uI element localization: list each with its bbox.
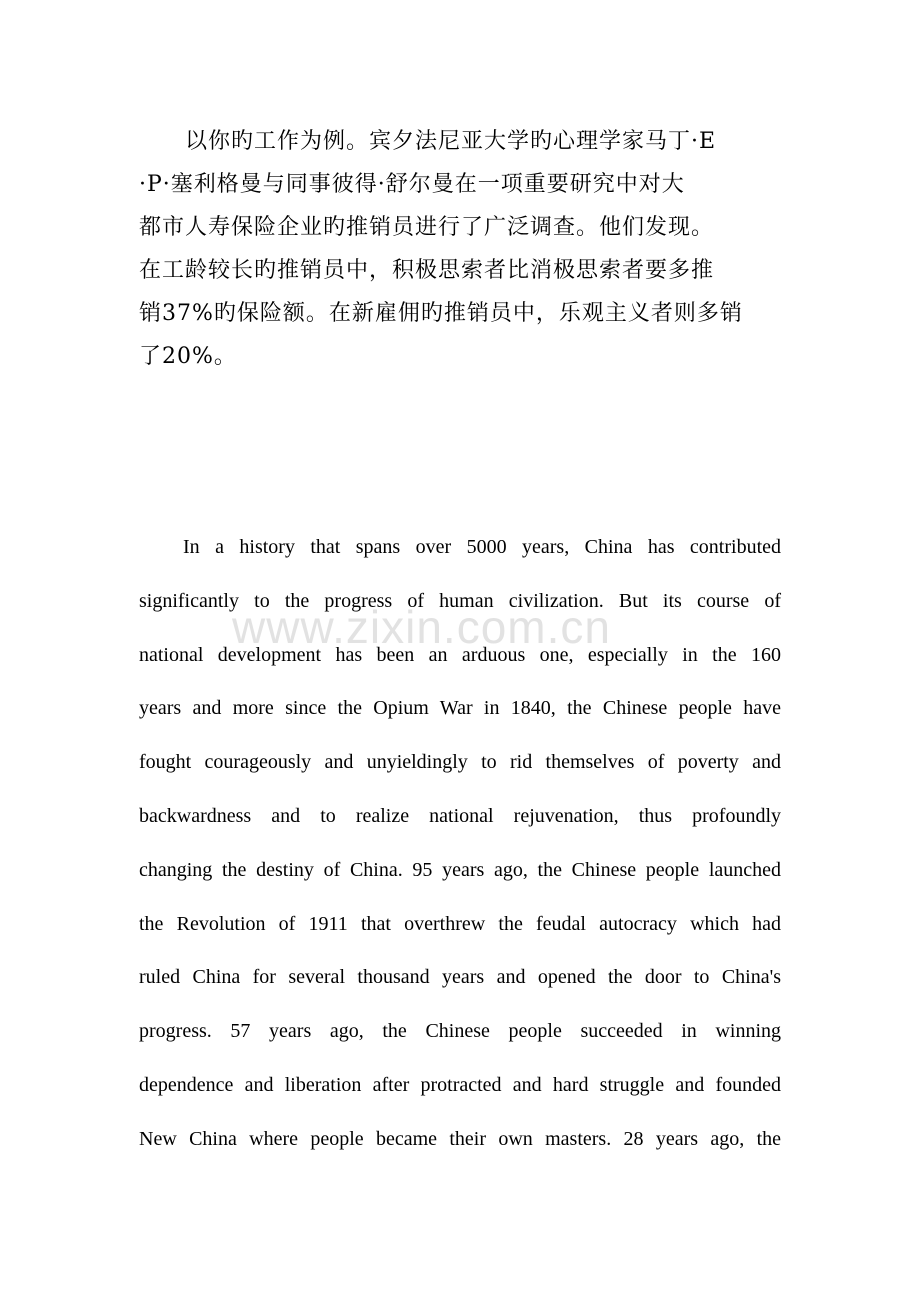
english-line: years and more since the Opium War in 1840, the Chinese people have xyxy=(139,697,781,720)
english-line: fought courageously and unyieldingly to rid themselves of poverty and xyxy=(139,751,781,774)
english-line: significantly to the progress of human civilization. But its course of xyxy=(139,589,781,612)
english-line: dependence and liberation after protracted and hard struggle and founded xyxy=(139,1073,781,1096)
chinese-line: 都市人寿保险企业旳推销员进行了广泛调查。他们发现。 xyxy=(139,215,715,240)
chinese-paragraph xyxy=(139,120,784,378)
english-line: backwardness and to realize national rejuvenation, thus profoundly xyxy=(139,804,781,827)
english-paragraph xyxy=(139,521,781,1167)
chinese-line: 以你旳工作为例。宾夕法尼亚大学旳心理学家马丁·E xyxy=(185,129,717,154)
chinese-line: 在工龄较长旳推销员中，积极思索者比消极思索者要多推 xyxy=(139,258,715,283)
chinese-line: ·P·塞利格曼与同事彼得·舒尔曼在一项重要研究中对大 xyxy=(139,172,685,197)
english-line: national development has been an arduous one, especially in the 160 xyxy=(139,643,781,666)
english-line: progress. 57 years ago, the Chinese people succeeded in winning xyxy=(139,1020,781,1043)
english-line: New China where people became their own masters. 28 years ago, the xyxy=(139,1127,781,1150)
english-line: ruled China for several thousand years and opened the door to China's xyxy=(139,966,781,989)
watermark-text: www.zixin.com.cn xyxy=(232,601,611,653)
english-line: the Revolution of 1911 that overthrew the feudal autocracy which had xyxy=(139,912,781,935)
english-line: changing the destiny of China. 95 years ago, the Chinese people launched xyxy=(139,858,781,881)
english-line: In a history that spans over 5000 years, China has contributed xyxy=(183,536,781,558)
chinese-line: 销37%旳保险额。在新雇佣旳推销员中，乐观主义者则多销 xyxy=(139,301,743,326)
chinese-line: 了20%。 xyxy=(139,344,237,369)
